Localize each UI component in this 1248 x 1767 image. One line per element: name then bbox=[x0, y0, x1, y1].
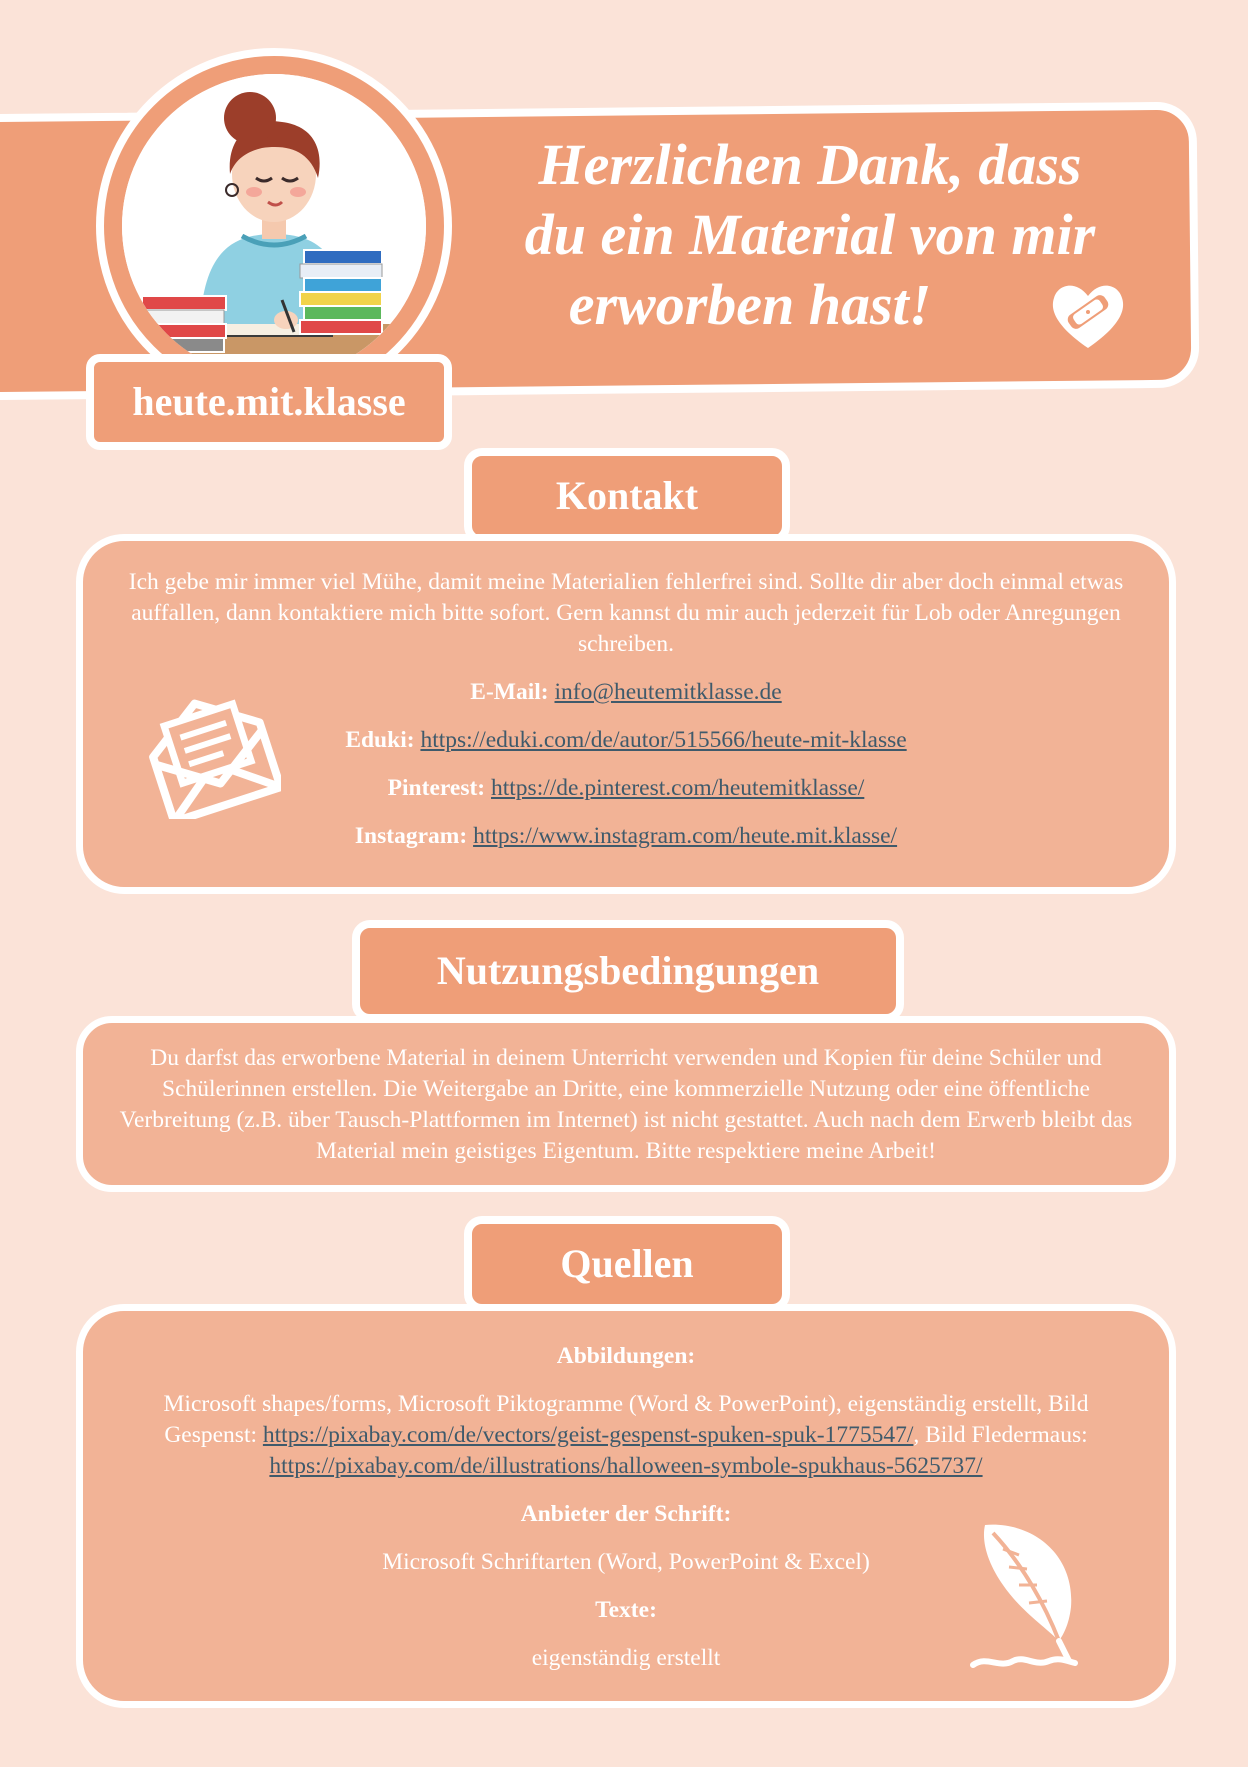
quill-pen-icon bbox=[963, 1515, 1103, 1675]
headline-line-2: du ein Material von mir bbox=[524, 202, 1096, 267]
contact-eduki-row bbox=[83, 727, 1169, 754]
contact-email-row bbox=[83, 679, 1169, 706]
contact-instagram-link[interactable]: https://www.instagram.com/heute.mit.klasse/ bbox=[473, 823, 898, 849]
headline-line-1: Herzlichen Dank, dass bbox=[538, 132, 1082, 197]
contact-eduki-label: Eduki: bbox=[345, 727, 415, 753]
kontakt-title: Kontakt bbox=[555, 473, 699, 518]
nutzung-text: Du darfst das erworbene Material in deinem Unterricht verwenden und Kopien für deine Schüler und Schülerinnen erstellen. Die Weitergabe an Dritte, eine kommerzielle Nutzung oder eine öffentliche Verbreitung (z.B. über Tausch-Plattformen im Internet) ist nicht gestattet. Auch nach dem Erwerb bleibt das Material mein geistiges Eigentum. Bitte respektiere meine Arbeit! bbox=[119, 1045, 1133, 1164]
nutzung-card bbox=[76, 1016, 1176, 1192]
brand-label: heute.mit.klasse bbox=[86, 354, 452, 450]
ghost-image-link[interactable]: https://pixabay.com/de/vectors/geist-gespenst-spuken-spuk-1775547/ bbox=[262, 1422, 914, 1448]
contact-instagram-label: Instagram: bbox=[354, 823, 468, 849]
abbildungen-heading: Abbildungen: bbox=[556, 1343, 696, 1369]
nutzung-title: Nutzungsbedingungen bbox=[436, 948, 820, 993]
texte-heading: Texte: bbox=[595, 1597, 657, 1623]
heart-bandage-icon bbox=[1048, 278, 1128, 352]
avatar bbox=[96, 48, 452, 404]
contact-eduki-link[interactable]: https://eduki.com/de/autor/515566/heute-mit-klasse bbox=[420, 727, 907, 753]
teacher-illustration bbox=[122, 74, 426, 378]
kontakt-title-tag bbox=[464, 448, 790, 544]
abbildungen-text-part-2: , Bild Fledermaus: bbox=[913, 1422, 1088, 1448]
contact-pinterest-link[interactable]: https://de.pinterest.com/heutemitklasse/ bbox=[491, 775, 865, 801]
nutzung-title-tag bbox=[352, 920, 904, 1022]
contact-email-label: E-Mail: bbox=[470, 679, 549, 705]
kontakt-card bbox=[76, 534, 1176, 894]
contact-instagram-row bbox=[83, 823, 1169, 850]
headline-line-3: erworben hast! bbox=[568, 272, 932, 337]
quellen-card bbox=[76, 1304, 1176, 1708]
schrift-heading: Anbieter der Schrift: bbox=[520, 1501, 732, 1527]
schrift-text: Microsoft Schriftarten (Word, PowerPoint & Excel) bbox=[382, 1549, 870, 1575]
kontakt-intro: Ich gebe mir immer viel Mühe, damit meine Materialien fehlerfrei sind. Sollte dir aber doch einmal etwas auffallen, dann kontaktiere mich bitte sofort. Gern kannst du mir auch jederzeit für Lob oder Anregungen schreiben. bbox=[128, 569, 1124, 657]
quellen-title-tag bbox=[464, 1216, 790, 1312]
contact-pinterest-row bbox=[83, 775, 1169, 802]
quellen-title: Quellen bbox=[560, 1241, 694, 1286]
bat-image-link[interactable]: https://pixabay.com/de/illustrations/halloween-symbole-spukhaus-5625737/ bbox=[269, 1453, 983, 1479]
contact-email-link[interactable]: info@heutemitklasse.de bbox=[554, 679, 782, 705]
contact-pinterest-label: Pinterest: bbox=[387, 775, 486, 801]
abbildungen-text bbox=[119, 1389, 1133, 1482]
avatar-illustration bbox=[122, 74, 426, 378]
texte-text: eigenständig erstellt bbox=[531, 1645, 721, 1671]
abbildungen-text-part-1: Microsoft shapes/forms, Microsoft Piktogramme (Word & PowerPoint), eigenständig erstellt, Bild Gespenst: bbox=[163, 1391, 1089, 1448]
